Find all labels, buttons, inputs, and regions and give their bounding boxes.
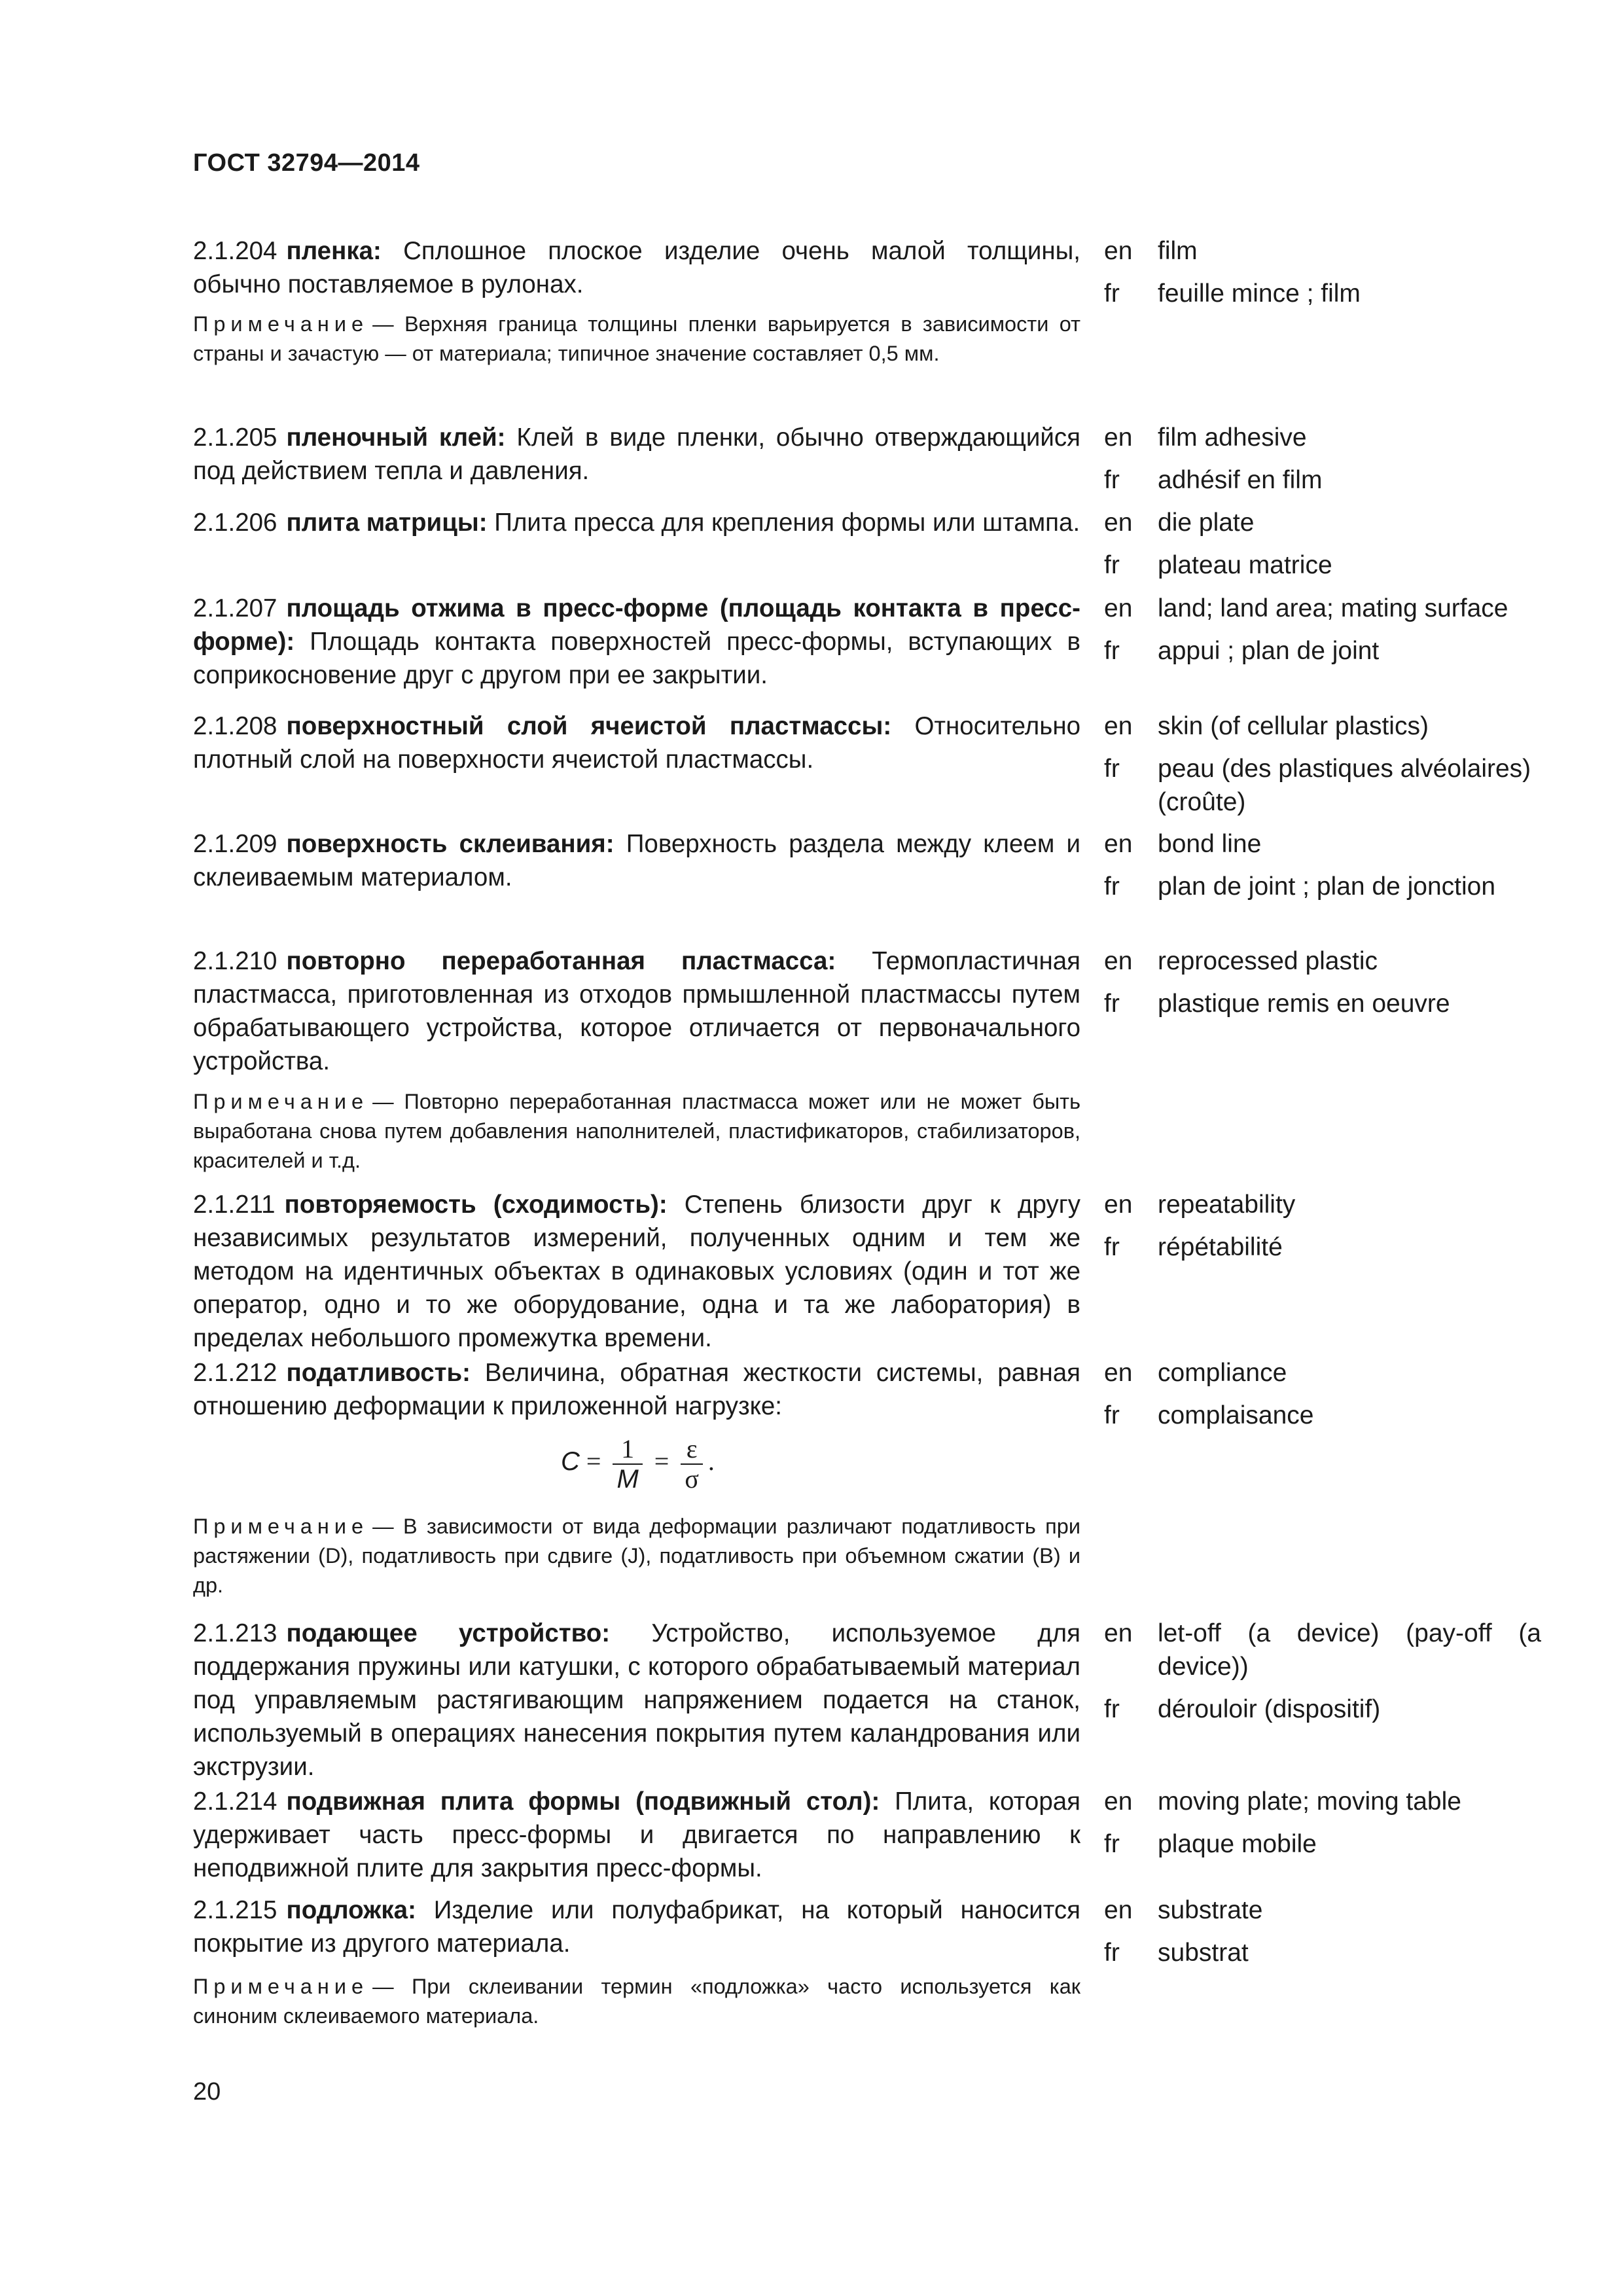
note-label: Примечание bbox=[193, 1975, 369, 1998]
term-fr: adhésif en film bbox=[1158, 466, 1323, 494]
note bbox=[193, 1512, 1080, 1600]
lang-en-label: en bbox=[1104, 594, 1133, 622]
lang-fr-label: fr bbox=[1104, 637, 1120, 665]
note-label: Примечание bbox=[193, 312, 369, 336]
term-en: bond line bbox=[1158, 830, 1262, 858]
definition-text: Плита пресса для крепления формы или штампа. bbox=[494, 509, 1080, 537]
note-text: — В зависимости от вида деформации различают податливость при растяжении (D), податливость при сдвиге (J), податливость при объемном сжатии (B) и др. bbox=[193, 1515, 1080, 1597]
term-definition bbox=[193, 1188, 1080, 1355]
definition-text: Плита, которая удерживает часть пресс-формы и двигается по направлению к неподвижной плите для закрытия пресс-формы. bbox=[193, 1787, 1081, 1882]
fraction-1-over-m bbox=[613, 1435, 642, 1494]
lang-fr-label: fr bbox=[1104, 990, 1120, 1018]
term-name: пленка: bbox=[286, 237, 382, 265]
definition-text: Сплошное плоское изделие очень малой толщины, обычно поставляемое в рулонах. bbox=[193, 237, 1081, 298]
translations bbox=[1104, 592, 1541, 677]
lang-en-label: en bbox=[1104, 237, 1133, 265]
term-definition bbox=[193, 827, 1080, 894]
translations bbox=[1104, 421, 1541, 506]
term-number: 2.1.206 bbox=[193, 509, 277, 537]
term-en: let-off (a device) (pay-off (a device)) bbox=[1158, 1619, 1541, 1681]
note bbox=[193, 310, 1080, 368]
lang-en-label: en bbox=[1104, 423, 1133, 452]
term-en: land; land area; mating surface bbox=[1158, 594, 1508, 622]
term-fr: répétabilité bbox=[1158, 1233, 1283, 1261]
formula-lhs: C bbox=[561, 1447, 580, 1477]
term-definition bbox=[193, 1356, 1080, 1423]
term-en: film adhesive bbox=[1158, 423, 1307, 452]
term-definition bbox=[193, 1893, 1080, 1960]
term-fr: plan de joint ; plan de jonction bbox=[1158, 872, 1496, 901]
translations bbox=[1104, 1617, 1541, 1735]
term-number: 2.1.205 bbox=[193, 423, 277, 452]
term-name: поверхностный слой ячеистой пластмассы: bbox=[286, 712, 892, 740]
lang-fr-label: fr bbox=[1104, 1939, 1120, 1967]
lang-fr-label: fr bbox=[1104, 1233, 1120, 1261]
term-number: 2.1.209 bbox=[193, 830, 277, 858]
definition-text: Клей в виде пленки, обычно отверждающийся под действием тепла и давления. bbox=[193, 423, 1080, 485]
formula-end: . bbox=[707, 1446, 715, 1477]
translations bbox=[1104, 827, 1541, 912]
term-definition bbox=[193, 709, 1080, 776]
translations bbox=[1104, 709, 1541, 828]
term-number: 2.1.211 bbox=[193, 1191, 276, 1219]
term-name: подложка: bbox=[286, 1896, 416, 1924]
note-label: Примечание bbox=[193, 1515, 369, 1538]
translations bbox=[1104, 1356, 1541, 1441]
lang-en-label: en bbox=[1104, 1191, 1133, 1219]
definition-text: Степень близости друг к другу независимых результатов измерений, полученных одним и тем же методом на идентичных объектах в одинаковых условиях (один и тот же оператор, одно и то же оборудование, одна и та же лаборатория) в пределах небольшого промежутка времени. bbox=[193, 1191, 1080, 1352]
term-number: 2.1.215 bbox=[193, 1896, 277, 1924]
formula-eq: = bbox=[654, 1446, 669, 1477]
term-definition bbox=[193, 421, 1080, 488]
fraction-numerator: ε bbox=[681, 1435, 703, 1465]
translations bbox=[1104, 234, 1541, 319]
term-number: 2.1.204 bbox=[193, 237, 277, 265]
definition-text: Площадь контакта поверхностей пресс-формы, вступающих в соприкосновение друг с другом при ее закрытии. bbox=[193, 628, 1080, 689]
term-fr: peau (des plastiques alvéolaires) (croûte) bbox=[1158, 755, 1531, 816]
term-en: moving plate; moving table bbox=[1158, 1787, 1461, 1816]
lang-fr-label: fr bbox=[1104, 1401, 1120, 1429]
term-number: 2.1.213 bbox=[193, 1619, 277, 1647]
term-fr: feuille mince ; film bbox=[1158, 279, 1361, 308]
term-number: 2.1.214 bbox=[193, 1787, 277, 1816]
lang-fr-label: fr bbox=[1104, 755, 1120, 783]
lang-fr-label: fr bbox=[1104, 551, 1120, 579]
fraction-numerator: 1 bbox=[613, 1435, 642, 1465]
lang-en-label: en bbox=[1104, 1619, 1133, 1647]
note-text: — Верхняя граница толщины пленки варьируется в зависимости от страны и зачастую — от материала; типичное значение составляет 0,5 мм. bbox=[193, 312, 1080, 365]
term-en: reprocessed plastic bbox=[1158, 947, 1378, 975]
term-fr: plaque mobile bbox=[1158, 1830, 1317, 1858]
definition-text: Относительно плотный слой на поверхности ячеистой пластмассы. bbox=[193, 712, 1081, 774]
term-number: 2.1.207 bbox=[193, 594, 277, 622]
lang-fr-label: fr bbox=[1104, 872, 1120, 901]
term-fr: complaisance bbox=[1158, 1401, 1314, 1429]
document-header: ГОСТ 32794—2014 bbox=[193, 149, 420, 177]
term-name: повторяемость (сходимость): bbox=[284, 1191, 668, 1219]
translations bbox=[1104, 1893, 1541, 1979]
definition-text: Величина, обратная жесткости системы, равная отношению деформации к приложенной нагрузке: bbox=[193, 1359, 1080, 1420]
lang-fr-label: fr bbox=[1104, 466, 1120, 494]
definition-text: Изделие или полуфабрикат, на который наносится покрытие из другого материала. bbox=[193, 1896, 1080, 1958]
lang-en-label: en bbox=[1104, 509, 1133, 537]
term-en: die plate bbox=[1158, 509, 1255, 537]
note bbox=[193, 1972, 1080, 2031]
formula-eq: = bbox=[586, 1446, 601, 1477]
translations bbox=[1104, 506, 1541, 591]
lang-en-label: en bbox=[1104, 712, 1133, 740]
term-definition bbox=[193, 234, 1080, 301]
fraction-denominator: M bbox=[616, 1465, 639, 1494]
term-name: пленочный клей: bbox=[286, 423, 506, 452]
term-fr: plateau matrice bbox=[1158, 551, 1332, 579]
term-name: плита матрицы: bbox=[286, 509, 488, 537]
lang-fr-label: fr bbox=[1104, 1830, 1120, 1858]
translations bbox=[1104, 1188, 1541, 1273]
fraction-epsilon-over-sigma bbox=[681, 1435, 703, 1494]
lang-en-label: en bbox=[1104, 1359, 1133, 1387]
term-number: 2.1.208 bbox=[193, 712, 277, 740]
translations bbox=[1104, 1785, 1541, 1870]
term-name: подающее устройство: bbox=[286, 1619, 611, 1647]
term-number: 2.1.212 bbox=[193, 1359, 277, 1387]
lang-en-label: en bbox=[1104, 947, 1133, 975]
term-en: film bbox=[1158, 237, 1198, 265]
term-definition bbox=[193, 592, 1080, 692]
term-en: repeatability bbox=[1158, 1191, 1296, 1219]
term-name: повторно переработанная пластмасса: bbox=[286, 947, 836, 975]
definition-text: Устройство, используемое для поддержания пружины или катушки, с которого обрабатываемый материал под управляемым растягивающим напряжением подается на станок, используемый в операциях нанесения покрытия путем каландрования или экструзии. bbox=[193, 1619, 1080, 1781]
term-en: substrate bbox=[1158, 1896, 1263, 1924]
fraction-denominator: σ bbox=[685, 1464, 699, 1494]
lang-fr-label: fr bbox=[1104, 1695, 1120, 1723]
translations bbox=[1104, 944, 1541, 1030]
lang-en-label: en bbox=[1104, 1787, 1133, 1816]
lang-en-label: en bbox=[1104, 1896, 1133, 1924]
term-name: площадь отжима в пресс-форме (площадь контакта в пресс-форме): bbox=[193, 594, 1080, 656]
note-text: — При склеивании термин «подложка» часто используется как синоним склеиваемого материала. bbox=[193, 1975, 1080, 2028]
note-label: Примечание bbox=[193, 1090, 369, 1113]
term-en: skin (of cellular plastics) bbox=[1158, 712, 1429, 740]
definition-text: Поверхность раздела между клеем и склеиваемым материалом. bbox=[193, 830, 1080, 891]
term-fr: substrat bbox=[1158, 1939, 1249, 1967]
note-text: — Повторно переработанная пластмасса может или не может быть выработана снова путем добавления наполнителей, пластификаторов, стабилизаторов, красителей и т.д. bbox=[193, 1090, 1080, 1172]
term-en: compliance bbox=[1158, 1359, 1287, 1387]
term-fr: plastique remis en oeuvre bbox=[1158, 990, 1450, 1018]
term-name: подвижная плита формы (подвижный стол): bbox=[286, 1787, 880, 1816]
term-fr: dérouloir (dispositif) bbox=[1158, 1695, 1381, 1723]
term-definition bbox=[193, 944, 1080, 1078]
term-definition bbox=[193, 1785, 1080, 1885]
compliance-formula bbox=[561, 1435, 715, 1494]
lang-en-label: en bbox=[1104, 830, 1133, 858]
term-number: 2.1.210 bbox=[193, 947, 277, 975]
term-definition bbox=[193, 506, 1080, 539]
page-number: 20 bbox=[193, 2078, 221, 2106]
lang-fr-label: fr bbox=[1104, 279, 1120, 308]
definition-text: Термопластичная пластмасса, приготовленная из отходов прмышленной пластмассы путем обрабатывающего устройства, которое отличается от первоначального устройства. bbox=[193, 947, 1081, 1075]
term-definition bbox=[193, 1617, 1080, 1784]
term-name: поверхность склеивания: bbox=[286, 830, 615, 858]
term-fr: appui ; plan de joint bbox=[1158, 637, 1380, 665]
note bbox=[193, 1087, 1080, 1175]
term-name: податливость: bbox=[286, 1359, 471, 1387]
